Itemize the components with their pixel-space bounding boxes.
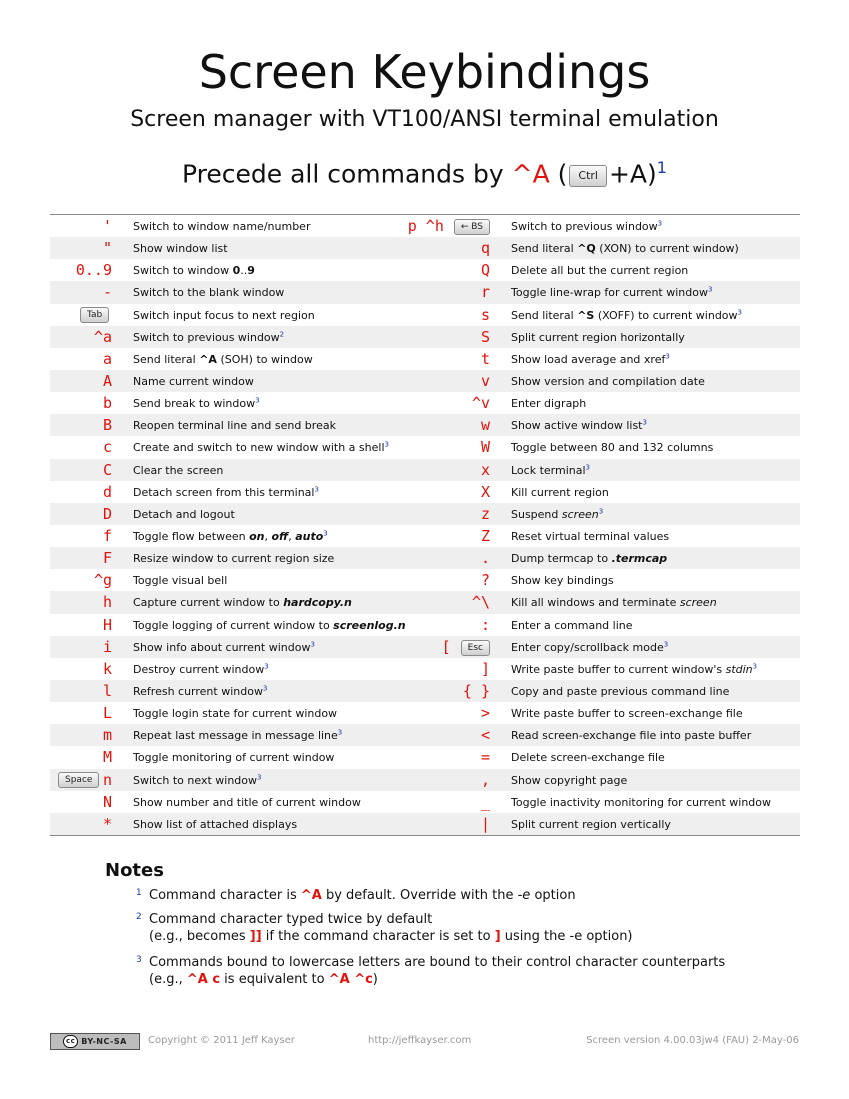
table-row	[50, 215, 800, 237]
right-key: ?	[480, 571, 490, 590]
left-key: k	[102, 659, 112, 678]
right-key: Q	[480, 261, 490, 280]
table-row	[50, 326, 800, 348]
right-description: Split current region vertically	[511, 817, 671, 831]
precede-line	[0, 150, 849, 192]
left-key: 0..9	[75, 261, 112, 280]
left-description: Create and switch to new window with a shell$^3$	[133, 440, 389, 455]
table-row	[50, 281, 800, 303]
right-description: Show version and compilation date	[511, 374, 705, 388]
table-row	[50, 746, 800, 768]
precede-text: Precede all commands by	[182, 159, 504, 189]
left-description: Toggle visual bell	[133, 574, 228, 588]
right-description: Read screen-exchange file into paste buffer	[511, 729, 752, 743]
left-key: -	[102, 283, 112, 302]
creative-commons-icon: cc	[63, 1035, 78, 1048]
left-key	[50, 304, 112, 326]
note-number: 1	[136, 888, 142, 898]
right-description: Reset virtual terminal values	[511, 529, 670, 543]
keycap-esc-icon: Esc	[461, 640, 490, 656]
left-key: l	[102, 681, 112, 700]
right-key: _	[480, 792, 490, 811]
table-row	[50, 503, 800, 525]
right-description: Enter digraph	[511, 397, 587, 411]
right-description: Switch to previous window$^3$	[511, 219, 663, 233]
right-key: |	[480, 814, 490, 833]
left-description: Toggle login state for current window	[133, 707, 338, 721]
right-key: s	[480, 305, 490, 324]
keycap-tab-icon: Tab	[80, 307, 109, 323]
left-key: L	[102, 704, 112, 723]
left-key: h	[102, 593, 112, 612]
table-row	[50, 414, 800, 436]
table-row	[50, 436, 800, 458]
left-key: ^g	[93, 571, 112, 590]
right-key: { }	[462, 681, 490, 700]
right-key: ]	[480, 659, 490, 678]
left-description: Switch to next window$^3$	[133, 772, 262, 787]
left-key: A	[102, 371, 112, 390]
left-key: M	[102, 748, 112, 767]
left-key: D	[102, 504, 112, 523]
table-row	[50, 702, 800, 724]
left-description: Switch to window name/number	[133, 220, 311, 233]
note-1-text: Command character is ^A by default. Override with the -e option	[149, 888, 576, 903]
table-row	[50, 813, 800, 835]
left-description: Switch to the blank window	[133, 286, 285, 300]
left-description: Repeat last message in message line$^3$	[133, 728, 343, 743]
right-key: v	[480, 371, 490, 390]
left-description: Detach and logout	[133, 507, 235, 521]
right-description: Delete screen-exchange file	[511, 751, 665, 765]
table-row	[50, 569, 800, 591]
right-key: q	[480, 239, 490, 258]
left-key: i	[102, 637, 112, 656]
note-number: 2	[136, 912, 142, 922]
left-key: c	[102, 438, 112, 457]
table-row	[50, 481, 800, 503]
right-description: Send literal ^Q (XON) to current window)	[511, 242, 739, 256]
footer-copyright: Copyright © 2011 Jeff Kayser	[148, 1035, 295, 1046]
right-description: Write paste buffer to screen-exchange file	[511, 707, 743, 721]
left-key: ^a	[93, 327, 112, 346]
right-description: Toggle line-wrap for current window$^3$	[511, 285, 713, 300]
left-key: b	[102, 394, 112, 413]
right-description: Show load average and xref$^3$	[511, 352, 670, 366]
left-description: Resize window to current region size	[133, 552, 335, 566]
right-key: X	[480, 482, 490, 501]
footnote-ref: 1	[656, 158, 667, 177]
footer-version: Screen version 4.00.03jw4 (FAU) 2-May-06	[586, 1035, 799, 1046]
right-key: [ Esc	[380, 636, 490, 658]
left-key: F	[102, 549, 112, 568]
left-key: '	[102, 217, 112, 235]
right-description: Copy and paste previous command line	[511, 684, 730, 698]
notes-title: Notes	[105, 860, 164, 881]
footer-url-link[interactable]: http://jeffkayser.com	[368, 1035, 472, 1046]
right-key: :	[480, 615, 490, 634]
right-key: ,	[480, 770, 490, 789]
keycap-backspace-icon: ← BS	[454, 219, 490, 235]
open-paren: (	[557, 159, 568, 189]
left-description: Switch to previous window$^2$	[133, 330, 285, 344]
left-description: Reopen terminal line and send break	[133, 419, 336, 433]
table-row	[50, 614, 800, 636]
left-description: Send break to window$^3$	[133, 396, 260, 411]
table-row	[50, 392, 800, 414]
table-row	[50, 658, 800, 680]
right-description: Kill all windows and terminate screen	[511, 596, 717, 610]
left-description: Switch input focus to next region	[133, 308, 315, 322]
left-key: C	[102, 460, 112, 479]
right-key: ^\	[471, 593, 490, 612]
right-key: S	[480, 327, 490, 346]
right-key: Z	[480, 526, 490, 545]
table-row	[50, 304, 800, 326]
right-key: W	[480, 438, 490, 457]
table-row	[50, 237, 800, 259]
right-key: t	[480, 349, 490, 368]
right-description: Send literal ^S (XOFF) to current window$^3$	[511, 307, 742, 322]
table-row	[50, 547, 800, 569]
table-row	[50, 259, 800, 281]
table-row	[50, 348, 800, 370]
plus-a: +A)	[608, 159, 657, 189]
left-description: Show window list	[133, 242, 228, 256]
left-key: d	[102, 482, 112, 501]
table-row	[50, 769, 800, 791]
left-description: Refresh current window$^3$	[133, 684, 268, 698]
right-description: Delete all but the current region	[511, 264, 689, 278]
right-key: z	[480, 504, 490, 523]
left-description: Detach screen from this terminal$^3$	[133, 485, 319, 499]
license-label: BY-NC-SA	[81, 1037, 127, 1046]
left-key: m	[102, 726, 112, 745]
right-description: Show key bindings	[511, 574, 614, 588]
right-description: Split current region horizontally	[511, 330, 685, 344]
ctrl-key-icon: Ctrl	[569, 165, 607, 187]
right-key: >	[480, 704, 490, 723]
left-key: n	[102, 770, 112, 789]
left-description: Toggle logging of current window to screenlog.n	[133, 618, 406, 632]
left-key: N	[102, 792, 112, 811]
left-key: f	[102, 526, 112, 545]
table-row	[50, 370, 800, 392]
left-key: B	[102, 416, 112, 435]
left-description: Destroy current window$^3$	[133, 662, 269, 676]
table-row	[50, 680, 800, 702]
keybinding-table	[50, 214, 800, 836]
right-key: ^v	[471, 394, 490, 413]
left-key: H	[102, 615, 112, 634]
precede-key: ^A	[511, 159, 550, 189]
left-description: Capture current window to hardcopy.n	[133, 596, 352, 610]
table-row	[50, 591, 800, 613]
table-row	[50, 459, 800, 481]
right-description: Toggle between 80 and 132 columns	[511, 441, 714, 455]
page-subtitle: Screen manager with VT100/ANSI terminal emulation	[130, 107, 719, 132]
right-description: Write paste buffer to current window's stdin$^3$	[511, 662, 758, 676]
right-description: Dump termcap to .termcap	[511, 552, 668, 566]
left-description: Clear the screen	[133, 463, 224, 477]
right-description: Kill current region	[511, 485, 609, 499]
note-number: 3	[136, 955, 142, 965]
right-key: .	[480, 549, 490, 568]
right-key: x	[480, 460, 490, 479]
left-key: "	[102, 239, 112, 258]
right-description: Enter a command line	[511, 618, 633, 632]
note-3-text: Commands bound to lowercase letters are bound to their control character counterparts (e.g., ^A c is equivalent to ^A ^c)	[149, 955, 726, 987]
keycap-space-icon: Space	[58, 772, 99, 788]
table-row	[50, 791, 800, 813]
right-key: w	[480, 416, 490, 435]
right-key: p ^h ← BS	[380, 215, 490, 237]
right-description: Toggle inactivity monitoring for current window	[511, 795, 772, 809]
right-description: Show copyright page	[511, 773, 628, 787]
left-description: Send literal ^A (SOH) to window	[133, 352, 313, 366]
left-description: Toggle monitoring of current window	[133, 751, 335, 765]
left-key: *	[102, 814, 112, 833]
left-description: Show info about current window$^3$	[133, 640, 315, 654]
table-row	[50, 636, 800, 658]
table-row	[50, 724, 800, 746]
right-key: <	[480, 726, 490, 745]
left-key: a	[102, 349, 112, 368]
left-description: Show number and title of current window	[133, 795, 361, 809]
note-2-text: Command character typed twice by default (e.g., becomes ]] if the command character is set to ] using the -e option)	[149, 912, 633, 944]
left-description: Name current window	[133, 374, 254, 388]
right-description: Show active window list$^3$	[511, 418, 647, 433]
right-key: =	[480, 748, 490, 767]
table-row	[50, 525, 800, 547]
right-description: Suspend screen$^3$	[511, 507, 604, 521]
left-description: Switch to window 0..9	[133, 264, 255, 278]
cc-license-badge[interactable]	[50, 1033, 140, 1050]
right-description: Enter copy/scrollback mode$^3$	[511, 640, 669, 654]
right-key: r	[480, 283, 490, 302]
page-title: Screen Keybindings	[198, 45, 651, 99]
left-description: Show list of attached displays	[133, 817, 298, 831]
left-description: Toggle flow between on, off, auto$^3$	[133, 529, 328, 543]
right-description: Lock terminal$^3$	[511, 462, 590, 477]
